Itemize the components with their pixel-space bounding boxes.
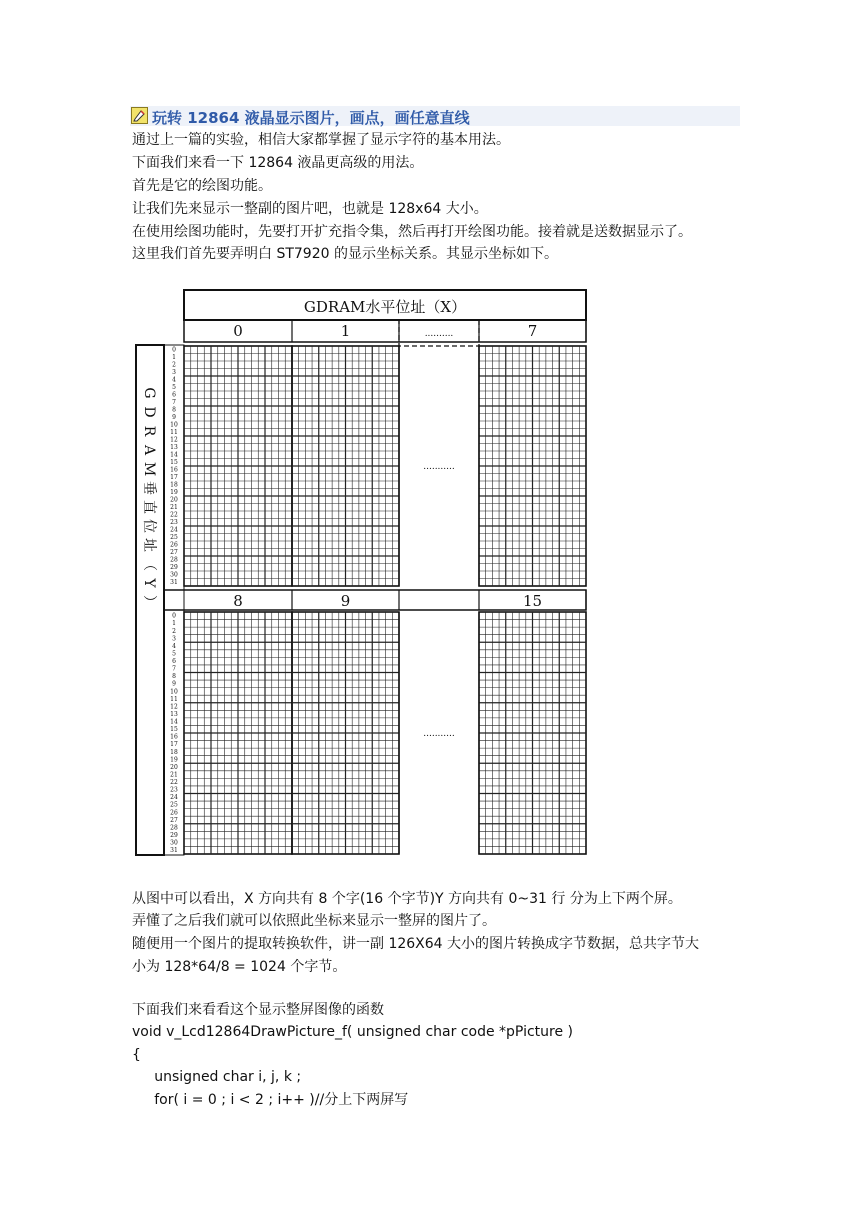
gdram-coordinate-diagram (134, 288, 590, 858)
row-number-label: 13 (170, 444, 178, 452)
row-number-label: 17 (170, 741, 178, 749)
row-number-label: 14 (170, 451, 178, 459)
x-column-label: 7 (527, 322, 538, 340)
paragraph-line: 从图中可以看出，X 方向共有 8 个字(16 个字节)Y 方向共有 0~31 行 分为上下两个屏。 (132, 891, 682, 907)
x-column-label: 9 (340, 592, 351, 610)
code-intro: 下面我们来看看这个显示整屏图像的函数 (132, 1002, 384, 1018)
y-axis-header-char: 位 (141, 519, 157, 533)
y-axis-header-char: ） (141, 595, 157, 609)
code-line: { (132, 1047, 141, 1063)
row-number-label: 5 (172, 384, 176, 392)
paragraph-line: 小为 128*64/8 = 1024 个字节。 (132, 959, 347, 975)
y-axis-header-char: A (141, 444, 157, 456)
row-number-label: 27 (170, 549, 178, 557)
y-axis-header-char: 直 (141, 500, 157, 514)
row-number-label: 14 (170, 718, 178, 726)
row-number-label: 28 (170, 556, 178, 564)
row-number-label: 28 (170, 824, 178, 832)
y-axis-header-char: Y (141, 578, 157, 588)
row-number-label: 3 (172, 635, 176, 643)
row-number-label: 16 (170, 466, 178, 474)
row-number-label: 2 (172, 627, 176, 635)
paragraph-line: 首先是它的绘图功能。 (132, 178, 272, 194)
row-number-label: 31 (170, 579, 178, 587)
paragraph-line: 随便用一个图片的提取转换软件，讲一副 126X64 大小的图片转换成字节数据，总共字节大 (132, 936, 700, 952)
y-axis-header-char: （ (141, 557, 157, 571)
y-axis-header-char: D (141, 406, 157, 418)
row-number-label: 24 (170, 794, 178, 802)
row-number-label: 5 (172, 650, 176, 658)
paragraph-line: 弄懂了之后我们就可以依照此坐标来显示一整屏的图片了。 (132, 913, 496, 929)
paragraph-line: 下面我们来看一下 12864 液晶更高级的用法。 (132, 155, 424, 171)
row-number-label: 22 (170, 511, 178, 519)
row-number-label: 6 (172, 391, 176, 399)
row-number-label: 30 (170, 571, 178, 579)
row-number-label: 25 (170, 534, 178, 542)
row-number-label: 20 (170, 763, 178, 771)
x-column-label: .......... (424, 329, 454, 339)
y-axis-header-char: M (141, 461, 157, 477)
row-number-label: 0 (172, 612, 176, 620)
code-line: void v_Lcd12864DrawPicture_f( unsigned char code *pPicture ) (132, 1024, 573, 1040)
row-number-label: 25 (170, 801, 178, 809)
row-number-label: 13 (170, 710, 178, 718)
paragraph-line: 让我们先来显示一整副的图片吧，也就是 128x64 大小。 (132, 201, 488, 217)
x-column-label: 1 (340, 322, 351, 340)
row-number-label: 17 (170, 474, 178, 482)
row-number-label: 12 (170, 703, 178, 711)
x-column-label: 8 (233, 592, 243, 610)
x-axis-header: GDRAM水平位址（X） (303, 298, 467, 316)
edit-note-icon (131, 107, 148, 124)
row-number-label: 18 (170, 481, 178, 489)
row-number-label: 9 (172, 680, 176, 688)
row-number-label: 6 (172, 658, 176, 666)
row-number-label: 12 (170, 436, 178, 444)
y-axis-header-char: R (141, 425, 157, 437)
row-number-label: 24 (170, 526, 178, 534)
row-number-label: 31 (170, 847, 178, 855)
row-number-label: 11 (170, 429, 178, 437)
code-line: unsigned char i, j, k ; (132, 1069, 302, 1085)
row-number-label: 23 (170, 519, 178, 527)
row-number-label: 1 (172, 354, 176, 362)
row-number-label: 26 (170, 809, 178, 817)
row-number-label: 23 (170, 786, 178, 794)
row-number-label: 8 (172, 673, 176, 681)
row-number-label: 18 (170, 748, 178, 756)
row-number-label: 7 (172, 665, 176, 673)
row-number-label: 29 (170, 831, 178, 839)
code-line: for( i = 0 ; i < 2 ; i++ )//分上下两屏写 (132, 1092, 409, 1108)
row-number-label: 0 (172, 346, 176, 354)
row-number-label: 19 (170, 756, 178, 764)
row-number-label: 22 (170, 779, 178, 787)
row-number-label: 4 (172, 376, 176, 384)
row-number-label: 26 (170, 541, 178, 549)
ellipsis-label: ........... (423, 462, 455, 472)
row-number-label: 16 (170, 733, 178, 741)
row-number-label: 27 (170, 816, 178, 824)
paragraph-line: 这里我们首先要弄明白 ST7920 的显示坐标关系。其显示坐标如下。 (132, 246, 558, 262)
x-column-label: 15 (522, 592, 543, 610)
row-number-label: 15 (170, 459, 178, 467)
row-number-label: 8 (172, 406, 176, 414)
row-number-label: 2 (172, 361, 176, 369)
row-number-label: 21 (170, 771, 178, 779)
row-number-label: 19 (170, 489, 178, 497)
x-column-label: 0 (233, 322, 243, 340)
row-number-label: 1 (172, 620, 176, 628)
row-number-label: 21 (170, 504, 178, 512)
row-number-label: 9 (172, 414, 176, 422)
row-number-label: 20 (170, 496, 178, 504)
paragraph-line: 通过上一篇的实验，相信大家都掌握了显示字符的基本用法。 (132, 132, 510, 148)
row-number-label: 10 (170, 688, 178, 696)
row-number-label: 11 (170, 695, 178, 703)
y-axis-header-char: 垂 (141, 481, 157, 495)
row-number-label: 15 (170, 726, 178, 734)
y-axis-header-char: 址 (141, 538, 157, 552)
row-number-label: 4 (172, 642, 176, 650)
row-number-label: 10 (170, 421, 178, 429)
row-number-label: 29 (170, 564, 178, 572)
ellipsis-label: ........... (423, 729, 455, 739)
page-title: 玩转 12864 液晶显示图片，画点，画任意直线 (152, 109, 470, 127)
y-axis-header-char: G (141, 387, 157, 399)
row-number-label: 3 (172, 369, 176, 377)
row-number-label: 7 (172, 399, 176, 407)
paragraph-line: 在使用绘图功能时，先要打开扩充指令集，然后再打开绘图功能。接着就是送数据显示了。 (132, 224, 692, 240)
row-number-label: 30 (170, 839, 178, 847)
